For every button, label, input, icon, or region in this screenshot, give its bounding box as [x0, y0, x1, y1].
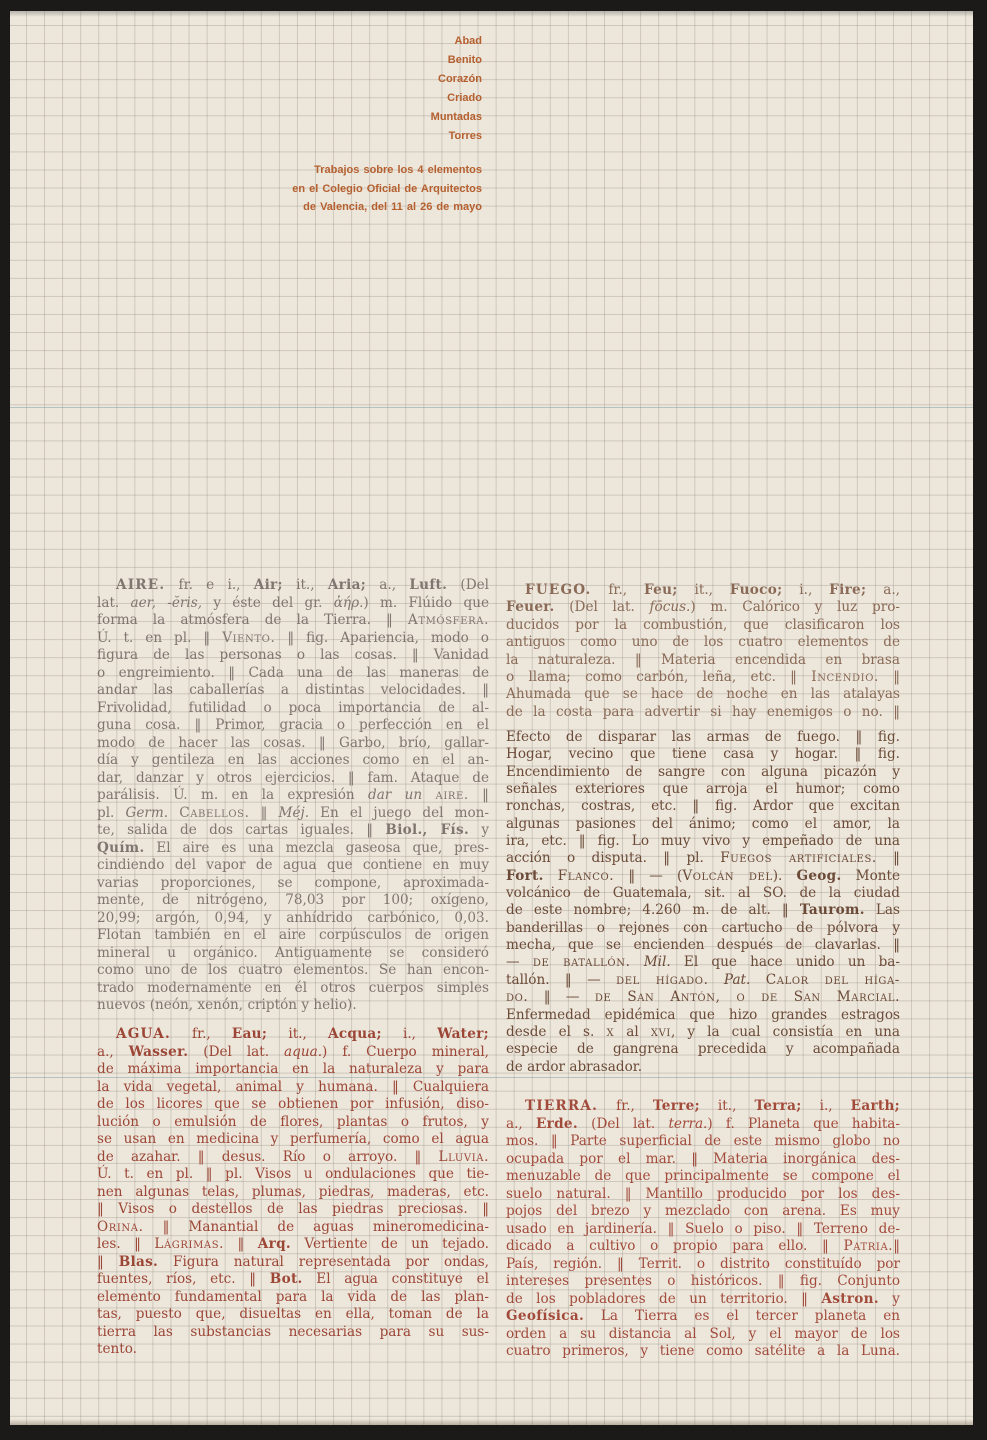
text-line — [97, 962, 489, 980]
text-run — [168, 805, 179, 821]
smallcaps-term: do. — [506, 989, 529, 1006]
text-line — [506, 582, 900, 599]
bold-term: Terre; — [652, 1098, 700, 1114]
text-line — [97, 612, 489, 630]
text-run: forma la atmósfera de la Tierra. ‖ — [97, 612, 408, 628]
italic-term: Méj. — [278, 804, 310, 821]
text-line — [506, 669, 900, 686]
bold-term: Biol., Fís. — [385, 822, 469, 838]
text-run: o llama; como carbón, leña, etc. ‖ — [506, 669, 812, 686]
text-run — [709, 972, 724, 988]
bold-term: Feu; — [643, 582, 678, 598]
text-line — [506, 868, 900, 885]
text-line — [97, 1219, 489, 1237]
text-line — [506, 1007, 900, 1024]
text-run: fr., — [598, 1098, 653, 1114]
text-run: usado en jardinería. ‖ Suelo o piso. ‖ Terreno de- — [506, 1220, 900, 1237]
text-run: de este nombre; 4.260 m. de alt. ‖ — [506, 902, 800, 919]
smallcaps-term: Patria. — [843, 1238, 894, 1254]
text-run: ‖ Manantial de aguas mineromedicina- — [143, 1218, 489, 1235]
text-run: cuatro primeros, y tiene como satélite a la Luna. — [506, 1343, 900, 1359]
artist-name: Corazón — [438, 73, 482, 85]
smallcaps-term: aire. — [435, 787, 469, 803]
text-run: El que hace unido un ba- — [670, 954, 900, 971]
text-run: suelo natural. ‖ Mantillo producido por los des- — [506, 1185, 900, 1202]
text-line — [97, 770, 489, 788]
text-line — [97, 630, 489, 648]
text-run: Ú. t. en pl. ‖ pl. Visos u ondulaciones que tie- — [97, 1166, 489, 1182]
bold-term: Aria; — [327, 577, 367, 593]
text-run: intereses presentes o históricos. ‖ fig. Conjunto — [506, 1273, 900, 1289]
text-run: it., — [699, 1098, 755, 1114]
text-line — [506, 1024, 900, 1041]
text-run: (Del lat. — [577, 1115, 669, 1132]
smallcaps-term: Flanco. — [557, 867, 615, 884]
text-line — [97, 1131, 489, 1149]
text-run: les. ‖ — [97, 1236, 155, 1252]
text-run: nen algunas telas, plumas, piedras, maderas, etc. — [97, 1183, 489, 1200]
text-run: banderillas o rejones con cartucho de pólvora y — [506, 919, 900, 936]
smallcaps-term: Cabellos. — [179, 804, 250, 821]
text-run: la vida vegetal, animal y humana. ‖ Cualquiera — [97, 1078, 489, 1095]
text-run: mecha, que se encienden después de clavarlas. ‖ — [506, 937, 900, 954]
text-run: se usan en medicina y perfumería, como el agua — [97, 1131, 489, 1147]
text-run: pl. — [97, 804, 126, 821]
smallcaps-term: Lluvia. — [438, 1148, 489, 1165]
text-run: 20,99; argón, 0,94, y anhídrido carbónico, 0,03. — [97, 909, 489, 926]
text-line — [506, 1041, 900, 1058]
text-run: y — [878, 1290, 900, 1307]
text-line — [97, 1096, 489, 1114]
text-line — [97, 1324, 489, 1342]
text-line — [506, 816, 900, 833]
text-run: de máxima importancia en la naturaleza y para — [97, 1061, 489, 1077]
text-run: Enfermedad epidémica que hizo grandes estragos — [506, 1006, 900, 1023]
text-run: fr. e i., — [165, 577, 254, 593]
bold-term: Taurom. — [799, 902, 865, 919]
text-run: ‖ — [97, 1253, 119, 1270]
bold-term: Arq. — [257, 1236, 291, 1252]
bold-term: Astron. — [821, 1290, 879, 1307]
text-run: mineral u orgánico. Antiguamente se consideró — [97, 944, 489, 961]
text-run: Hogar, vecino que tiene casa y hogar. ‖ fig. — [506, 746, 900, 763]
text-line — [506, 704, 900, 721]
text-run: desde el s. — [506, 1023, 607, 1040]
text-run: ‖ — — [528, 989, 595, 1006]
text-line — [506, 989, 900, 1006]
text-run: a., — [366, 577, 410, 593]
artist-name: Criado — [447, 92, 482, 104]
text-run: tento. — [97, 1341, 137, 1357]
smallcaps-term: Incendio. — [811, 669, 879, 686]
bold-term: Geog. — [796, 867, 842, 884]
text-line — [506, 617, 900, 634]
bold-term: Luft. — [409, 577, 448, 593]
text-run — [631, 954, 644, 970]
text-line — [506, 1133, 900, 1151]
text-line — [97, 735, 489, 753]
headword: FUEGO. — [525, 582, 592, 598]
text-run: de azahar. ‖ desus. Río o arroyo. ‖ — [97, 1148, 439, 1165]
text-line — [506, 764, 900, 781]
bold-term: Wasser. — [128, 1043, 189, 1060]
text-run: La Tierra es el tercer planeta en — [583, 1308, 900, 1324]
text-run: orden a su distancia al Sol, y el mayor de los — [506, 1325, 900, 1342]
italic-term: aer, -ĕris, — [130, 594, 203, 611]
bold-term: Blas. — [118, 1253, 159, 1270]
text-run: ‖ — [468, 787, 489, 803]
text-line — [97, 595, 489, 613]
text-line — [97, 700, 489, 718]
text-run: modo de hacer las cosas. ‖ Garbo, brío, gallar- — [97, 734, 489, 751]
text-line — [506, 1168, 900, 1186]
text-line — [506, 1221, 900, 1239]
text-run: (Del lat. — [188, 1043, 285, 1060]
italic-term: Germ. — [125, 804, 169, 821]
text-run: te, salida de dos cartas iguales. ‖ — [97, 822, 386, 838]
smallcaps-term: del hígado. — [616, 971, 709, 988]
text-run: día y gentileza en las acciones como en el an- — [97, 752, 489, 768]
text-run: i., — [381, 1026, 438, 1042]
text-line — [506, 902, 900, 919]
entry-fuego-top — [506, 582, 900, 721]
smallcaps-term: de batallón. — [532, 954, 631, 971]
text-run: ‖ Visos o destellos de las piedras preciosas. ‖ — [97, 1201, 489, 1217]
text-run: ‖ — [249, 804, 279, 821]
italic-term: ἀήρ — [333, 594, 360, 611]
text-run: tallón. ‖ — — [506, 971, 617, 988]
text-run: dicado a cultivo o propio para ello. ‖ — [506, 1238, 844, 1254]
smallcaps-term: Atmósfera. — [407, 612, 489, 628]
text-run: Encendimiento de sangre con alguna picazón y — [506, 763, 900, 780]
text-run: al — [614, 1023, 651, 1040]
text-run: ocupada por el mar. ‖ Materia inorgánica des- — [506, 1150, 900, 1167]
text-run: de ardor abrasador. — [506, 1058, 643, 1075]
text-run: de los pobladores de un territorio. ‖ — [506, 1290, 822, 1307]
text-line — [97, 577, 489, 595]
text-line — [97, 840, 489, 858]
smallcaps-term: Fuegos artificiales. — [720, 850, 877, 867]
text-run: dar, danzar y otros ejercicios. ‖ fam. Ataque de — [97, 769, 489, 786]
text-run — [544, 868, 558, 884]
text-run: Flotan también en el aire corpúsculos de origen — [97, 927, 489, 943]
text-run: de la costa para advertir si hay enemigos o no. ‖ — [506, 703, 900, 720]
bold-term: Acqua; — [328, 1026, 382, 1042]
text-run: nuevos (neón, xenón, criptón y helio). — [97, 997, 357, 1013]
text-run — [750, 972, 765, 988]
text-line — [506, 954, 900, 971]
text-line — [506, 798, 900, 815]
text-run: fr., — [170, 1026, 232, 1042]
text-line — [506, 652, 900, 669]
text-run: ducidos por la combustión, que clasificaron los — [506, 616, 900, 633]
caption-line: en el Colegio Oficial de Arquitectos — [292, 182, 482, 195]
artist-name: Abad — [454, 35, 482, 47]
text-line — [97, 1149, 489, 1167]
text-run: El agua constituye el — [302, 1271, 489, 1287]
text-line — [97, 1271, 489, 1289]
text-line — [506, 1098, 900, 1116]
text-run: Figura natural representada por ondas, — [158, 1253, 489, 1270]
text-run: Vertiente de un tejado. — [290, 1236, 489, 1252]
text-line — [97, 1044, 489, 1062]
text-run: ‖ — [224, 1236, 258, 1252]
text-line — [506, 972, 900, 989]
text-run: fr., — [591, 582, 644, 598]
text-run: ‖ — [893, 1238, 900, 1254]
text-run: especie de gangrena precedida y acompañada — [506, 1041, 900, 1058]
text-run: ) f. Cuerpo mineral, — [322, 1043, 490, 1060]
text-line — [97, 787, 489, 805]
text-line — [506, 1256, 900, 1274]
text-run: guna cosa. ‖ Primor, gracia o perfección en el — [97, 717, 489, 733]
bold-term: Fire; — [829, 582, 867, 598]
smallcaps-term: de San Antón, o de San Marcial. — [594, 989, 901, 1006]
bold-term: Fort. — [506, 867, 544, 884]
headword: AIRE. — [116, 577, 166, 593]
text-line — [97, 1201, 489, 1219]
text-run: trado modernamente en él otros cuerpos simples — [97, 979, 489, 996]
text-line — [506, 686, 900, 703]
artist-name: Torres — [448, 130, 482, 142]
text-run: parálisis. Ú. m. en la expresión — [97, 787, 368, 803]
text-run: mos. ‖ Parte superficial de este mismo globo no — [506, 1133, 900, 1149]
text-line — [97, 1079, 489, 1097]
text-run: a., — [506, 1115, 536, 1132]
text-run: it., — [267, 1026, 328, 1042]
text-run: País, región. ‖ Territ. o distrito constituído por — [506, 1255, 900, 1272]
text-run: it., — [677, 582, 730, 598]
text-line — [97, 980, 489, 998]
text-line — [97, 1061, 489, 1079]
text-run: ). — [772, 867, 797, 884]
italic-term: terra. — [668, 1115, 708, 1132]
text-run: ‖ — [878, 669, 900, 686]
caption-line: Trabajos sobre los 4 elementos — [314, 164, 482, 176]
text-run: .) m. Flúido que — [359, 594, 490, 611]
smallcaps-term: x — [606, 1023, 615, 1040]
text-line — [506, 634, 900, 651]
text-line — [506, 1343, 900, 1361]
artist-name: Muntadas — [430, 111, 482, 123]
bold-term: Feuer. — [506, 599, 555, 616]
text-line — [506, 1308, 900, 1326]
text-line — [506, 937, 900, 954]
text-line — [506, 1238, 900, 1256]
text-run: ‖ fig. Apariencia, modo o — [275, 629, 489, 646]
bold-term: Eau; — [231, 1026, 268, 1042]
entry-agua — [97, 1026, 489, 1359]
text-run: la naturaleza. ‖ Materia encendida en brasa — [506, 651, 900, 668]
text-run: Efecto de disparar las armas de fuego. ‖ fig. — [506, 729, 900, 745]
caption-line: de Valencia, del 11 al 26 de mayo — [303, 201, 482, 213]
text-line — [97, 892, 489, 910]
text-run: ) m. Calórico y luz pro- — [690, 599, 900, 616]
text-line — [506, 599, 900, 616]
text-line — [97, 1184, 489, 1202]
text-line — [97, 927, 489, 945]
text-run: En el juego del mon- — [309, 804, 489, 821]
bold-term: Quím. — [97, 839, 145, 856]
text-run: (Del lat. — [554, 599, 650, 616]
text-run: ‖ — [876, 850, 900, 867]
text-line — [97, 752, 489, 770]
text-run: figura de las personas o las cosas. ‖ Vanidad — [97, 647, 489, 663]
text-line — [97, 682, 489, 700]
text-run: de los licores que se obtienen por infusión, diso- — [97, 1096, 489, 1112]
bold-term: Earth; — [850, 1098, 900, 1114]
smallcaps-term: xvi — [650, 1023, 671, 1040]
text-run: tas, puesto que, disueltas en ella, toman de la — [97, 1306, 489, 1322]
text-run: y éste del gr. — [202, 594, 334, 611]
entry-aire — [97, 577, 489, 1015]
text-run: i., — [782, 582, 830, 598]
text-run: lat. — [97, 594, 131, 611]
text-run: Monte — [841, 867, 901, 884]
text-line — [97, 1306, 489, 1324]
text-line — [506, 1326, 900, 1344]
exhibition-caption — [182, 161, 482, 217]
text-run: a., — [97, 1043, 129, 1060]
italic-term: Mil. — [643, 954, 671, 971]
smallcaps-term: Calor del híga- — [765, 971, 900, 988]
text-run: como uno de los cuatro elementos. Se han encon- — [97, 962, 489, 978]
bold-term: Fuoco; — [729, 582, 783, 598]
headword: AGUA. — [116, 1026, 171, 1042]
text-run: a., — [866, 582, 900, 598]
text-run: ‖ — ( — [614, 867, 683, 884]
text-line — [97, 997, 489, 1015]
text-line — [97, 805, 489, 823]
text-run: it., — [282, 577, 328, 593]
text-run: pojos del brezo y mezclado con arena. Es muy — [506, 1203, 900, 1219]
text-line — [506, 920, 900, 937]
entry-fuego-bottom — [506, 729, 900, 1076]
guide-line — [10, 407, 973, 408]
artist-name: Benito — [447, 54, 482, 66]
text-line — [506, 833, 900, 850]
text-run: , y la cual consistía en una — [670, 1023, 900, 1040]
bold-term: Air; — [253, 577, 283, 593]
bold-term: Geofísica. — [506, 1308, 584, 1324]
text-run: o engreimiento. ‖ Cada una de las maneras de — [97, 664, 489, 681]
text-run: elemento fundamental para la vida de las plan- — [97, 1288, 489, 1305]
text-line — [506, 885, 900, 902]
text-run: tierra las substancias necesarias para su sus- — [97, 1323, 489, 1340]
text-line — [97, 945, 489, 963]
text-line — [506, 1151, 900, 1169]
text-run: varias proporciones, se compone, aproximada- — [97, 874, 489, 891]
text-run: Ú. t. en pl. ‖ — [97, 629, 223, 646]
text-line — [506, 1059, 900, 1076]
text-line — [506, 1116, 900, 1134]
bold-term: Bot. — [269, 1271, 303, 1287]
text-line — [506, 1273, 900, 1291]
text-line — [97, 875, 489, 893]
text-line — [97, 1236, 489, 1254]
text-run: andar las caballerías a distintas velocidades. ‖ — [97, 682, 489, 698]
text-run: El aire es una mezcla gaseosa que, pres- — [144, 839, 489, 856]
text-run: cindiendo del vapor de agua que contiene en muy — [97, 857, 489, 873]
italic-term: aqua. — [284, 1043, 323, 1060]
italic-term: dar un — [368, 787, 423, 803]
text-run: fuentes, ríos, etc. ‖ — [97, 1271, 270, 1287]
text-run: y — [469, 822, 489, 838]
text-run: Las — [864, 902, 900, 919]
text-run: ronchas, costras, etc. ‖ fig. Ardor que excitan — [506, 798, 900, 815]
text-line — [506, 1291, 900, 1309]
italic-term: fōcus. — [649, 599, 691, 616]
bold-term: Water; — [437, 1026, 489, 1042]
text-line — [97, 717, 489, 735]
text-run: mente, de nitrógeno, 78,03 por 100; oxígeno, — [97, 892, 489, 908]
smallcaps-term: Viento. — [222, 629, 276, 646]
bold-term: Terra; — [754, 1098, 802, 1114]
text-run: señales exteriores que arroja el humor; como — [506, 781, 900, 798]
smallcaps-term: Orina. — [97, 1218, 144, 1235]
text-line — [97, 1341, 489, 1359]
smallcaps-term: Lágrimas. — [154, 1236, 225, 1252]
text-run: antiguos como uno de los cuatro elementos de — [506, 634, 900, 651]
text-run — [422, 787, 435, 803]
text-line — [97, 665, 489, 683]
text-run: menuzable de que principalmente se compone el — [506, 1168, 900, 1184]
text-line — [97, 1254, 489, 1272]
text-run: acción o disputa. ‖ pl. — [506, 850, 721, 867]
text-line — [97, 1166, 489, 1184]
smallcaps-term: Volcán del — [682, 867, 773, 884]
text-run: (Del — [447, 577, 489, 593]
text-line — [97, 1114, 489, 1132]
text-line — [506, 781, 900, 798]
text-run: — — [506, 954, 533, 971]
text-line — [97, 857, 489, 875]
text-line — [97, 822, 489, 840]
entry-tierra — [506, 1098, 900, 1361]
text-run: Ahumada que se hace de noche en las atalayas — [506, 686, 900, 703]
text-run: ) f. Planeta que habita- — [707, 1115, 900, 1132]
text-line — [506, 1203, 900, 1221]
text-run: volcánico de Guatemala, sit. al SO. de la ciudad — [506, 885, 900, 902]
text-run: lución o emulsión de flores, plantas o frutos, y — [97, 1113, 489, 1130]
text-run: algunas pasiones del ánimo; como el amor, la — [506, 815, 900, 832]
text-line — [97, 1289, 489, 1307]
italic-term: Pat. — [723, 971, 751, 988]
text-run: Frivolidad, futilidad o poca importancia de al- — [97, 699, 489, 716]
text-line — [506, 850, 900, 867]
text-line — [506, 1186, 900, 1204]
text-line — [506, 729, 900, 746]
artist-names — [182, 32, 482, 146]
bold-term: Erde. — [535, 1115, 578, 1132]
text-line — [97, 1026, 489, 1044]
text-run: i., — [801, 1098, 851, 1114]
text-line — [506, 746, 900, 763]
text-run: ira, etc. ‖ fig. Lo muy vivo y empeñado de una — [506, 833, 900, 850]
text-line — [97, 647, 489, 665]
text-line — [97, 910, 489, 928]
headword: TIERRA. — [525, 1098, 599, 1114]
